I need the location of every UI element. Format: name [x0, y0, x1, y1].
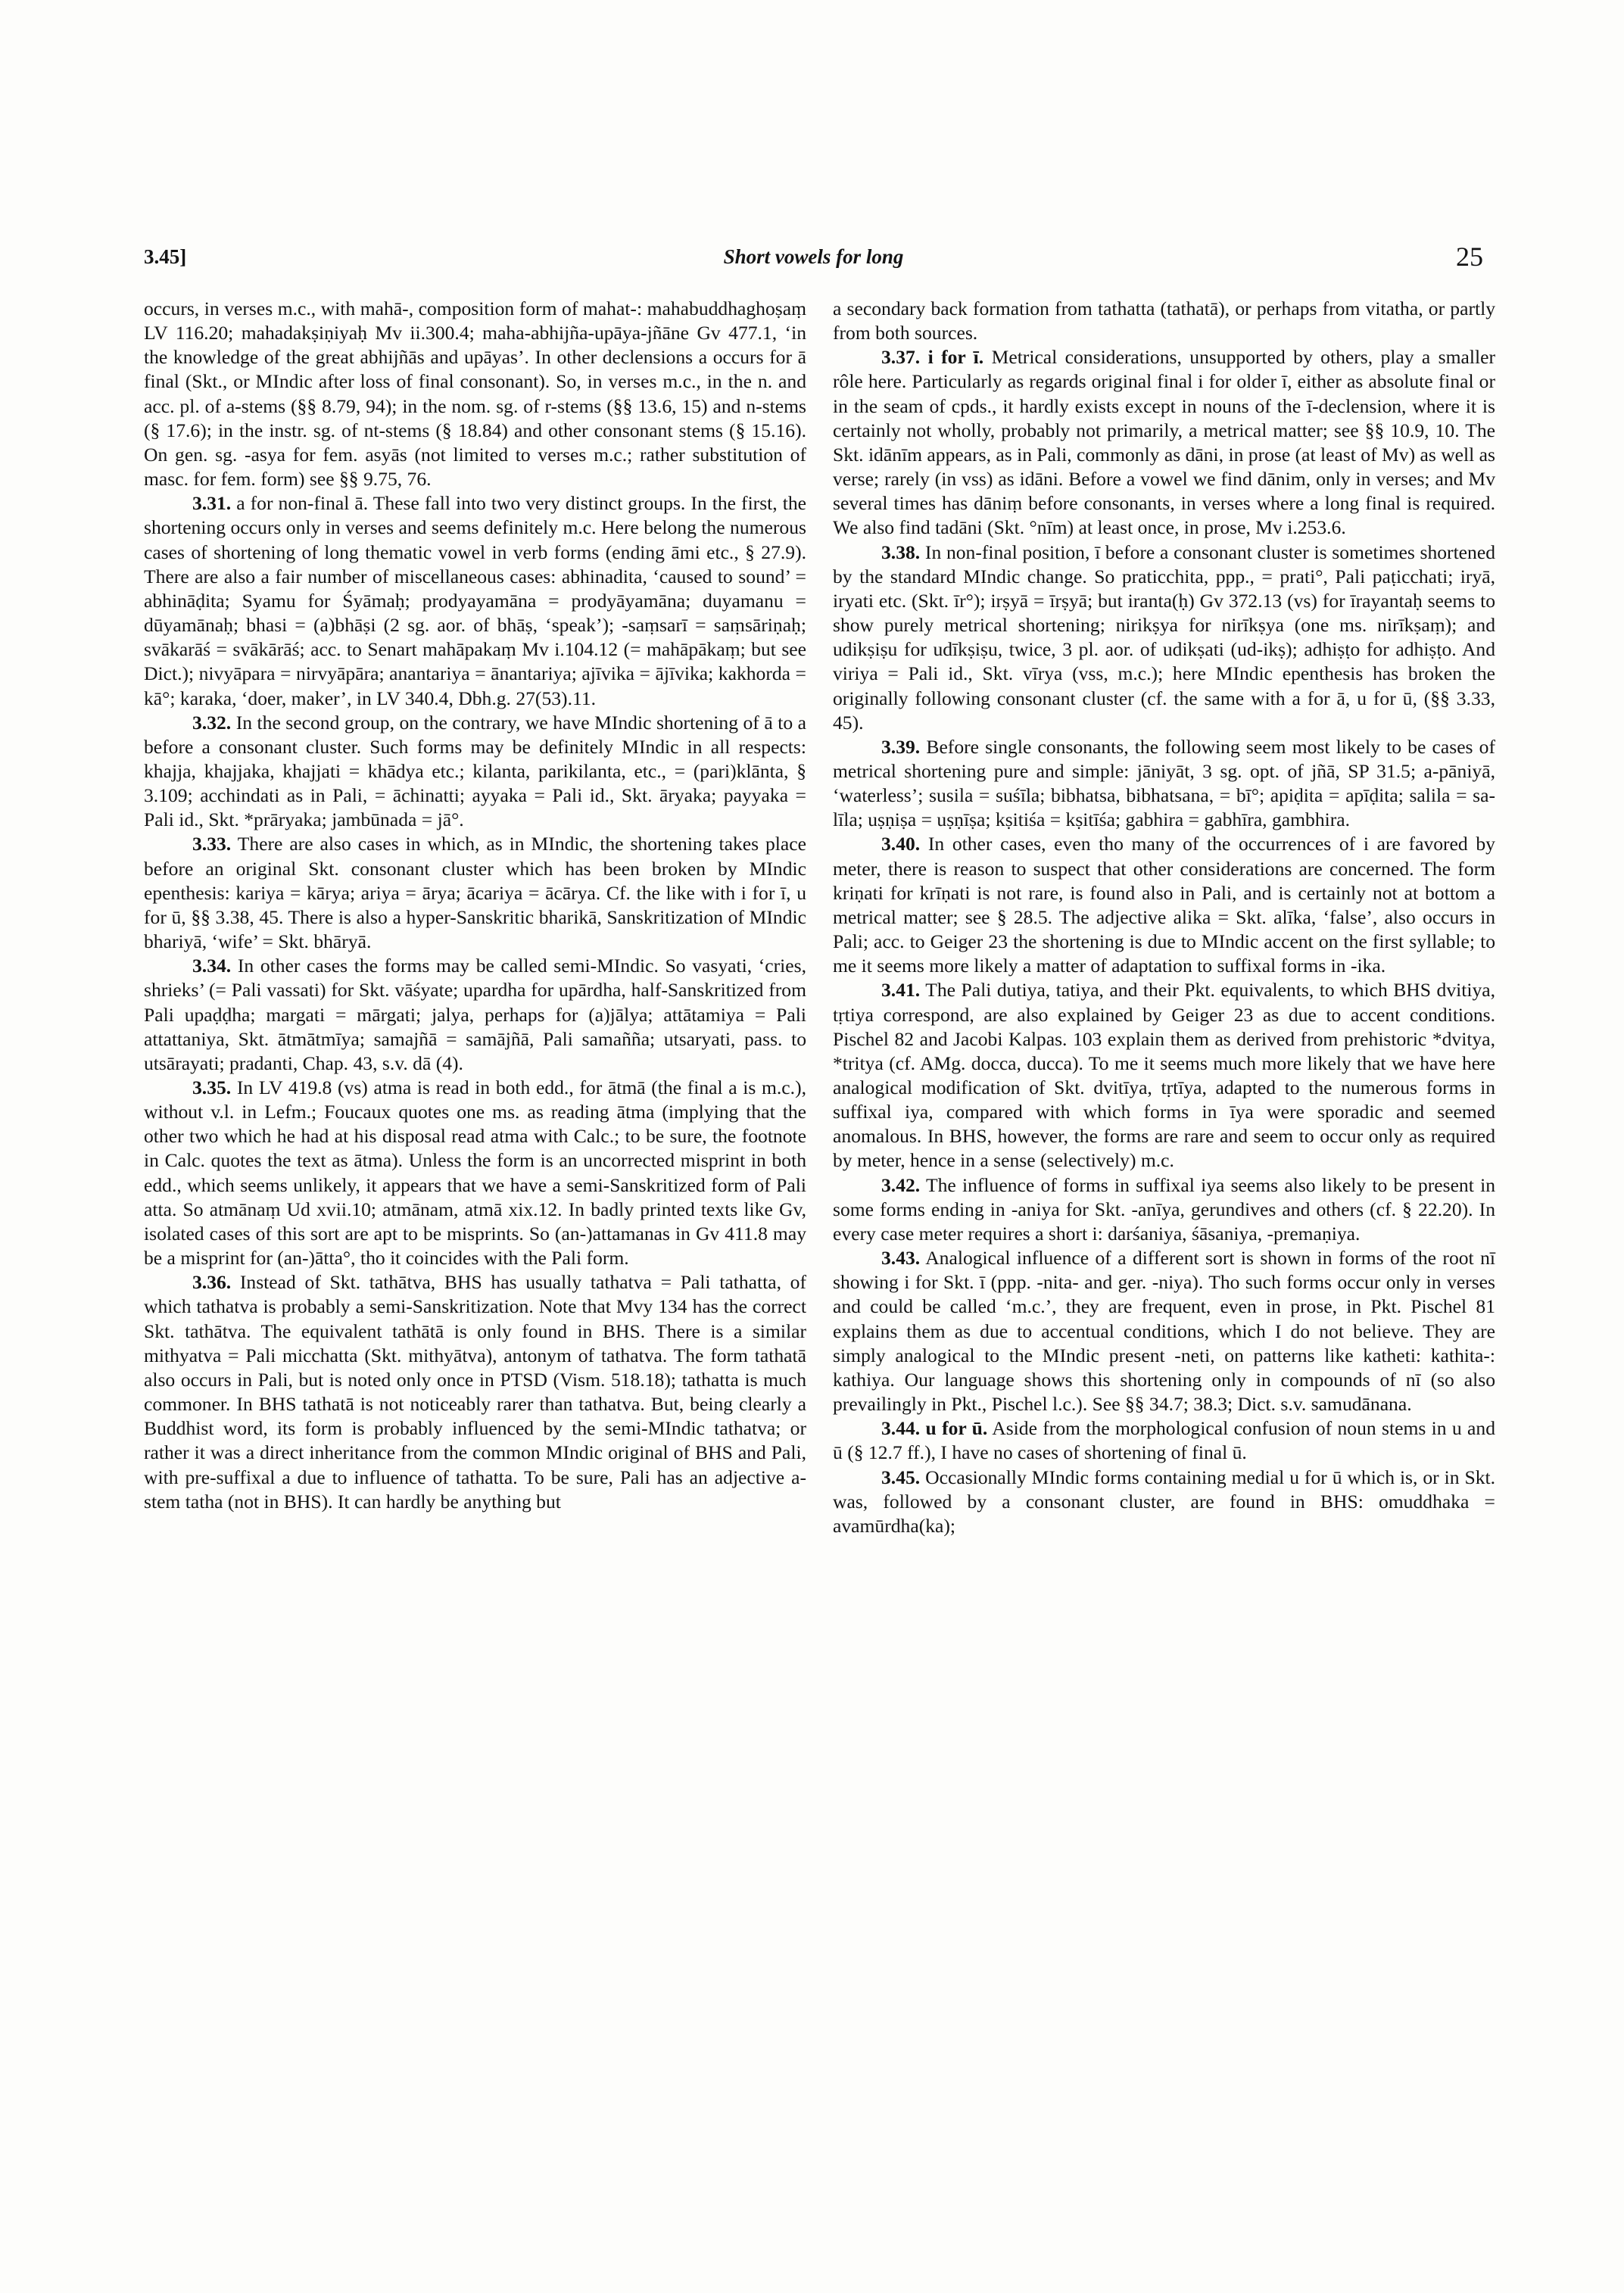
- paragraph-3-39: [833, 735, 1495, 833]
- section-number: 3.35.: [192, 1076, 232, 1098]
- paragraph-text: The Pali dutiya, tatiya, and their Pkt. equivalents, to which BHS dvitiya, tṛtiya correspond, are also explained by Geiger 23 as due to accent conditions. Pischel 82 and Jacobi Kalpas. 103 explain them as derived from prehistoric *dvitya, *tritya (cf. AMg. docca, ducca). To me it seems much more likely that we have here analogical modification of Skt. dvitīya, tṛtīya, adapted to the numerous forms in suffixal iya, compared with which forms in īya were sporadic and seemed anomalous. In BHS, however, the forms are rare and seem to occur only as required by meter, hence in a sense (selectively) m.c.: [833, 979, 1496, 1172]
- paragraph-continuation: [144, 297, 806, 491]
- paragraph-3-36: [144, 1270, 806, 1514]
- paragraph-text: In LV 419.8 (vs) atma is read in both edd., for ātmā (the final a is m.c.), without v.l. in Lefm.; Foucaux quotes one ms. as reading ātma (implying that the other two which he had at his disposal read atma with Calc.; to be sure, the footnote in Calc. quotes the text as ātma). Unless the form is an uncorrected misprint in both edd., which seems unlikely, it appears that we have a semi-Sanskritized form of Pali atta. So atmānaṃ Ud xvii.10; atmānam, atmā xix.12. In badly printed texts like Gv, isolated cases of this sort are apt to be misprints. So (an-)attamanas in Gv 411.8 may be a misprint for (an-)ātta°, tho it coincides with the Pali form.: [144, 1076, 806, 1270]
- paragraph-3-34: [144, 954, 806, 1076]
- paragraph-3-31: [144, 491, 806, 710]
- paragraph-3-43: [833, 1246, 1495, 1416]
- section-heading: i for ī.: [927, 346, 984, 369]
- section-number: 3.41.: [881, 979, 921, 1002]
- paragraph-3-41: [833, 978, 1495, 1173]
- section-heading: u for ū.: [925, 1417, 988, 1440]
- running-title: Short vowels for long: [723, 245, 904, 268]
- paragraph-text: Aside from the morphological confusion of noun stems in u and ū (§ 12.7 ff.), I have no cases of shortening of final ū.: [833, 1417, 1495, 1464]
- paragraph-text: There are also cases in which, as in MIndic, the shortening takes place before an original Skt. consonant cluster which has been broken by MIndic epenthesis: kariya = kārya; ariya = ārya; ācariya = ācārya. Cf. the like with i for ī, u for ū, §§ 3.38, 45. There is also a hyper-Sanskritic bharikā, Sanskritization of MIndic bhariyā, ‘wife’ = Skt. bhāryā.: [144, 833, 807, 953]
- paragraph-text: Analogical influence of a different sort is shown in forms of the root nī showing i for Skt. ī (ppp. -nita- and ger. -niya). Tho such forms occur only in verses and could be called ‘m.c.’, they are frequent, even in prose, in Pkt. Pischel 81 explains them as due to accentual conditions, which I do not believe. They are simply analogical to the MIndic present -neti, on patterns like katheti: kathita-: kathiya. Our language shows this shortening only in compounds of nī (so also prevailingly in Pkt., Pischel l.c.). See §§ 34.7; 38.3; Dict. s.v. samudānana.: [833, 1247, 1495, 1416]
- paragraph-3-38: [833, 541, 1495, 735]
- right-column: [833, 297, 1495, 1538]
- section-number: 3.40.: [881, 833, 921, 855]
- section-number: 3.31.: [192, 492, 232, 515]
- paragraph-3-32: [144, 711, 806, 833]
- paragraph-text: Instead of Skt. tathātva, BHS has usually tathatva = Pali tathatta, of which tathatva is probably a semi-Sanskritization. Note that Mvy 134 has the correct Skt. tathātva. The equivalent tathātā is only found in BHS. There is a similar mithyatva = Pali micchatta (Skt. mithyātva), antonym of tathatva. The form tathatā also occurs in Pali, but is noted only once in PTSD (Vism. 518.18); tathatta is much commoner. In BHS tathatā is not noticeably rarer than tathatva. But, being clearly a Buddhist word, its form is probably influenced by the semi-MIndic tathatva; or rather it was a direct inheritance from the common MIndic original of BHS and Pali, with pre-suffixal a due to influence of tathatta. To be sure, Pali has an adjective a-stem tatha (not in BHS). It can hardly be anything but: [144, 1271, 806, 1513]
- paragraph-3-45: [833, 1466, 1495, 1538]
- paragraph-text: In other cases, even tho many of the occurrences of i are favored by meter, there is reason to suspect that other considerations are concerned. The form kriṇati for krīṇati is not rare, is found also in Pali, and is certainly not at bottom a metrical matter; see § 28.5. The adjective alika = Skt. alīka, ‘false’, also occurs in Pali; acc. to Geiger 23 the shortening is due to MIndic accent on the first syllable; to me it seems more likely a matter of adaptation to suffixal forms in -ika.: [833, 833, 1495, 977]
- section-number: 3.38.: [881, 541, 921, 563]
- paragraph-3-33: [144, 832, 806, 954]
- paragraph-text: The influence of forms in suffixal iya seems also likely to be present in some forms ending in -aniya for Skt. -anīya, gerundives and others (cf. § 22.20). In every case meter requires a short i: darśaniya, śāsaniya, -premaṇiya.: [833, 1173, 1495, 1245]
- section-number: 3.39.: [881, 735, 921, 758]
- paragraph-text: In the second group, on the contrary, we have MIndic shortening of ā to a before a consonant cluster. Such forms may be definitely MIndic in all respects: khajja, khajjaka, khajjati = khādya etc.; kilanta, parikilanta, etc., = (pari)klānta, § 3.109; acchindati as in Pali, = āchinatti; ayyaka = Pali id., Skt. āryaka; payyaka = Pali id., Skt. *prāryaka; jambūnada = jā°.: [144, 711, 806, 831]
- section-number: 3.34.: [192, 955, 232, 977]
- section-number: 3.32.: [192, 711, 232, 734]
- paragraph-text: a for non-final ā. These fall into two very distinct groups. In the first, the shortening occurs only in verses and seems definitely m.c. Here belong the numerous cases of shortening of long thematic vowel in verb forms (ending āmi etc., § 27.9). There are also a fair number of miscellaneous cases: abhinadita, ‘caused to sound’ = abhināḍita; Syamu for Śyāmaḥ; prodyayamāna = prodyāyamāna; duyamanu = dūyamānaḥ; bhasi = (a)bhāṣi (2 sg. aor. of bhāṣ, ‘speak’); -saṃsarī = saṃsāriṇaḥ; svākarāś = svākārāś; acc. to Senart mahāpakaṃ Mv i.104.12 (= mahāpākaṃ; but see Dict.); nivyāpara = nirvyāpāra; anantariya = ānantariya; ajīvika = ājīvika; kakhorda = kā°; karaka, ‘doer, maker’, in LV 340.4, Dbh.g. 27(53).11.: [144, 492, 806, 709]
- page-header: [144, 241, 1483, 277]
- section-number: 3.45.: [881, 1466, 921, 1488]
- paragraph-text: Metrical considerations, unsupported by others, play a smaller rôle here. Particularly as regards original final i for older ī, either as absolute final or in the seam of cpds., it hardly exists except in nouns of the ī-declension, where it is certainly not wholly, probably not primarily, a metrical matter; see §§ 10.9, 10. The Skt. idānīm appears, as in Pali, commonly as dāni, in prose (at least of Mv) as well as verse; rarely (in vss) as idāni. Before a vowel we find dānim, only in verses; and Mv several times has dāniṃ before consonants, in verses where a long final is required. We also find tadāni (Skt. °nīm) at least once, in prose, Mv i.253.6.: [833, 346, 1496, 539]
- paragraph-continuation: [833, 297, 1495, 345]
- paragraph-3-37: [833, 345, 1495, 540]
- left-column: [144, 297, 806, 1514]
- section-number: 3.37.: [881, 346, 921, 369]
- paragraph-3-44: [833, 1416, 1495, 1465]
- page-number: 25: [1456, 241, 1483, 272]
- paragraph-text: occurs, in verses m.c., with mahā-, composition form of mahat-: mahabuddhaghoṣaṃ LV 116.20; mahadakṣiṇiyaḥ Mv ii.300.4; maha-abhijña-upāya-jñāne Gv 477.1, ‘in the knowledge of the great abhijñās and upāyas’. In other declensions a occurs for ā final (Skt., or MIndic after loss of final consonant). So, in verses m.c., in the n. and acc. pl. of a-stems (§§ 8.79, 94); in the nom. sg. of r-stems (§§ 13.6, 15) and n-stems (§ 17.6); in the instr. sg. of nt-stems (§ 18.84) and other consonant stems (§ 15.16). On gen. sg. -asya for fem. asyās (not limited to verses m.c.; rather substitution of masc. for fem. form) see §§ 9.75, 76.: [144, 298, 806, 491]
- section-reference: 3.45]: [144, 245, 187, 268]
- paragraph-text: In other cases the forms may be called semi-MIndic. So vasyati, ‘cries, shrieks’ (= Pali vassati) for Skt. vāśyate; upardha for upārdha, half-Sanskritized from Pali upaḍḍha; margati = mārgati; jalya, perhaps for (a)jālya; attātamiya = Pali attattaniya, Skt. ātmātmīya; samajñā = samājñā, Pali samañña; utsaryati, pass. to utsārayati; pradanti, Chap. 43, s.v. dā (4).: [144, 955, 806, 1074]
- paragraph-text: a secondary back formation from tathatta (tathatā), or perhaps from vitatha, or partly from both sources.: [833, 298, 1495, 344]
- paragraph-text: Before single consonants, the following seem most likely to be cases of metrical shortening pure and simple: jāniyāt, 3 sg. opt. of jñā, SP 31.5; a-pāniyā, ‘waterless’; susila = suśīla; bibhatsa, bibhatsana, = bī°; apiḍita = apīḍita; salila = sa-līla; uṣṇiṣa = uṣṇīṣa; kṣitiśa = kṣitīśa; gabhira = gabhīra, gambhira.: [833, 735, 1496, 831]
- paragraph-text: In non-final position, ī before a consonant cluster is sometimes shortened by the standard MIndic change. So praticchita, ppp., = prati°, Pali paṭicchati; iryā, iryati etc. (Skt. īr°); irṣyā = īrṣyā; but iranta(ḥ) Gv 372.13 (vs) for īrayantaḥ seems to show purely metrical shortening; nirikṣya for nirīkṣya (one ms. nirīkṣaṃ); and udikṣiṣu for udīkṣiṣu, twice, 3 pl. aor. of udikṣati (ud-ikṣ); adhiṣṭo for adhiṣṭo. And viriya = Pali id., Skt. vīrya (vss, m.c.); here MIndic epenthesis has broken the originally following consonant cluster (cf. the same with a for ā, u for ū, (§§ 3.33, 45).: [833, 541, 1495, 734]
- paragraph-3-40: [833, 832, 1495, 978]
- section-number: 3.43.: [881, 1247, 921, 1270]
- section-number: 3.42.: [881, 1173, 921, 1196]
- section-number: 3.33.: [192, 833, 232, 855]
- section-number: 3.36.: [192, 1271, 232, 1294]
- paragraph-3-42: [833, 1173, 1495, 1246]
- section-number: 3.44.: [881, 1417, 921, 1440]
- paragraph-3-35: [144, 1076, 806, 1270]
- paragraph-text: Occasionally MIndic forms containing medial u for ū which is, or in Skt. was, followed by a consonant cluster, are found in BHS: omuddhaka = avamūrdha(ka);: [833, 1466, 1496, 1537]
